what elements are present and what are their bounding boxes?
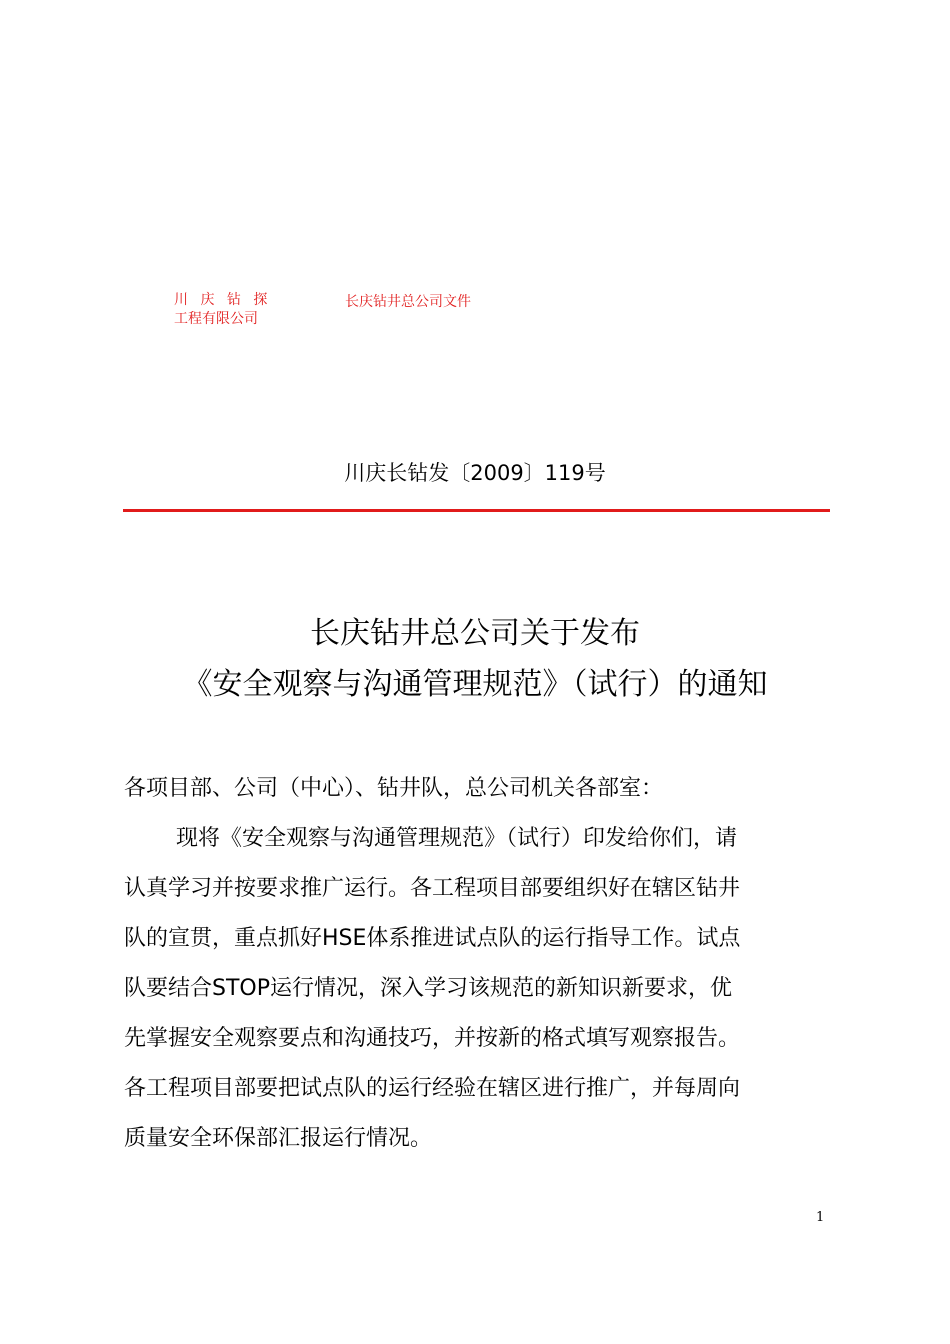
letterhead-company-line2: 工程有限公司 xyxy=(174,311,258,327)
body-line: 各工程项目部要把试点队的运行经验在辖区进行推广，并每周向 xyxy=(124,1076,741,1101)
letterhead-company xyxy=(174,291,271,329)
body-line: 队要结合STOP运行情况，深入学习该规范的新知识新要求，优 xyxy=(124,976,732,1001)
document-title-line2: 《安全观察与沟通管理规范》（试行）的通知 xyxy=(182,667,768,702)
document-number: 川庆长钻发〔2009〕119号 xyxy=(344,461,606,485)
letterhead-subtitle: 长庆钻井总公司文件 xyxy=(345,294,471,310)
body-line: 认真学习并按要求推广运行。各工程项目部要组织好在辖区钻井 xyxy=(124,876,741,901)
letterhead-company-line1: 川 庆 钻 探 xyxy=(174,292,272,308)
body-line: 队的宣贯，重点抓好HSE体系推进试点队的运行指导工作。试点 xyxy=(124,926,741,951)
red-divider xyxy=(123,509,830,512)
body-line: 质量安全环保部汇报运行情况。 xyxy=(124,1126,433,1151)
body-line: 现将《安全观察与沟通管理规范》（试行）印发给你们，请 xyxy=(176,826,738,851)
document-title-line1: 长庆钻井总公司关于发布 xyxy=(310,616,640,651)
body-line: 先掌握安全观察要点和沟通技巧，并按新的格式填写观察报告。 xyxy=(124,1026,741,1051)
salutation: 各项目部、公司（中心）、钻井队，总公司机关各部室： xyxy=(124,776,664,801)
page-number: 1 xyxy=(816,1210,825,1225)
